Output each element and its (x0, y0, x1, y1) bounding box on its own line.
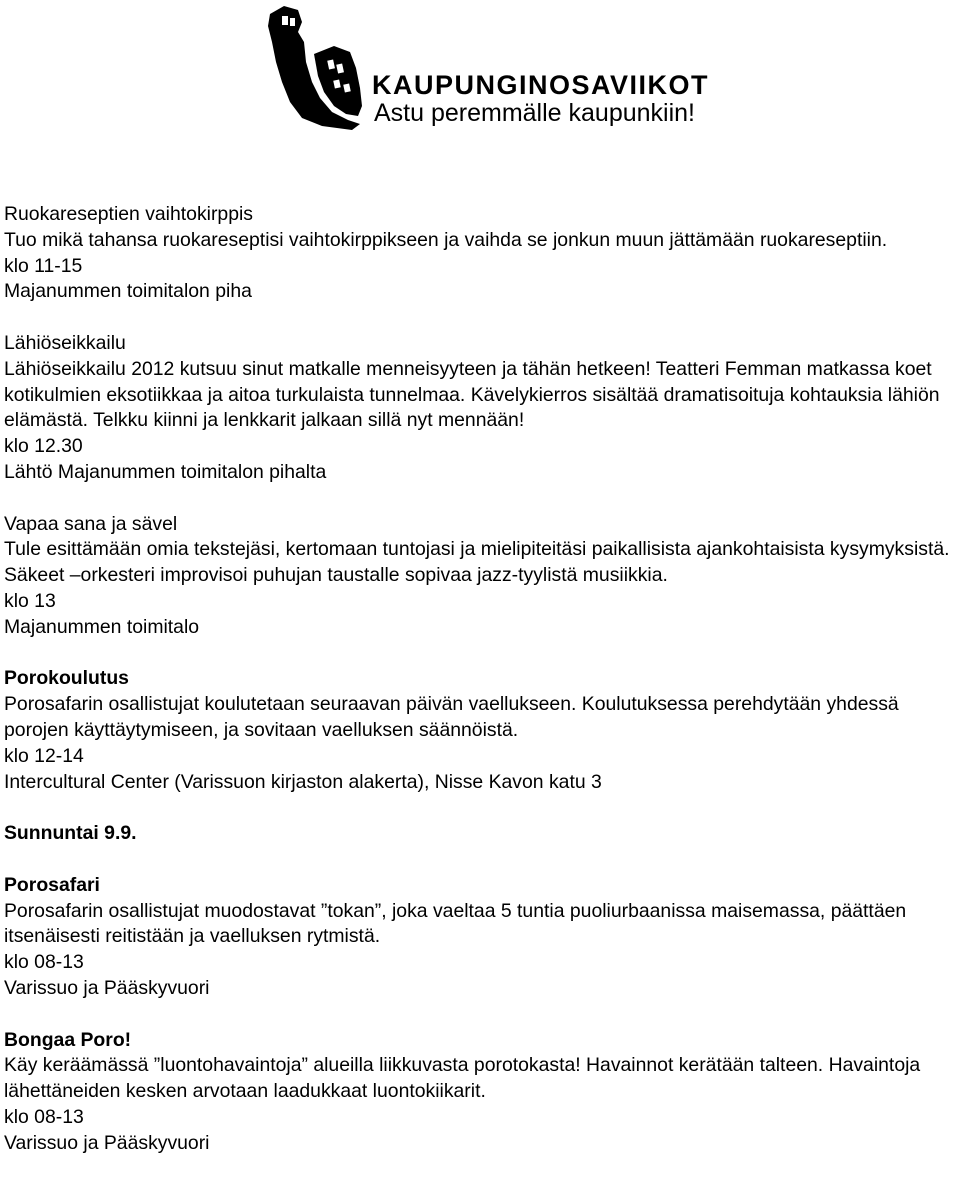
event-description: Tuo mikä tahansa ruokareseptisi vaihtokirppikseen ja vaihda se jonkun muun jättämään ruokareseptiin. (4, 228, 888, 251)
event-section (4, 666, 956, 795)
event-time: klo 12.30 (4, 435, 83, 458)
logo-slogan: Astu peremmälle kaupunkiin! (374, 99, 695, 127)
event-place: Majanummen toimitalo (4, 615, 200, 638)
event-description: Käy keräämässä ”luontohavaintoja” alueilla liikkuvasta porotokasta! Havainnot kerätään talteen. Havaintoja lähettäneiden kesken arvotaan laadukkaat luontokiikarit. (4, 1054, 921, 1103)
event-program (4, 202, 956, 1182)
event-description: Lähiöseikkailu 2012 kutsuu sinut matkalle menneisyyteen ja tähän hetkeen! Teatteri Femman matkassa koet kotikulmien eksotiikkaa ja aitoa turkulaista tunnelmaa. Kävelykierros sisältää dramatisoituja kohtauksia lähiön elämästä. Telkku kiinni ja lenkkarit jalkaan sillä nyt mennään! (4, 357, 940, 432)
event-description: Porosafarin osallistujat koulutetaan seuraavan päivän vaellukseen. Koulutuksessa perehdytään yhdessä porojen käyttäytymiseen, ja sovitaan vaelluksen säännöistä. (4, 693, 899, 741)
event-title: Vapaa sana ja sävel (4, 512, 178, 535)
event-time: klo 08-13 (4, 1105, 84, 1128)
event-section (4, 873, 956, 1002)
event-description: Tule esittämään omia tekstejäsi, kertomaan tuntojasi ja mielipiteitäsi paikallisista ajankohtaisista kysymyksistä. Säkeet –orkesteri improvisoi puhujan taustalle sopivaa jazz-tyylistä musiikkia. (4, 538, 950, 587)
event-title: Ruokareseptien vaihtokirppis (4, 203, 253, 225)
event-time: klo 12-14 (4, 744, 84, 767)
event-place: Intercultural Center (Varissuon kirjaston alakerta), Nisse Kavon katu 3 (4, 770, 602, 793)
event-place: Lähtö Majanummen toimitalon pihalta (4, 460, 327, 483)
event-place: Varissuo ja Pääskyvuori (4, 976, 210, 999)
event-title: Porokoulutus (4, 667, 129, 690)
event-section (4, 512, 956, 641)
event-time: klo 08-13 (4, 951, 84, 974)
day-heading: Sunnuntai 9.9. (4, 822, 137, 845)
event-place: Majanummen toimitalon piha (4, 280, 252, 303)
event-time: klo 11-15 (4, 254, 83, 277)
event-title: Lähiöseikkailu (4, 331, 126, 354)
event-section (4, 202, 956, 305)
event-section (4, 331, 956, 486)
building-icon (268, 6, 362, 130)
event-title: Bongaa Poro! (4, 1028, 132, 1051)
logo-wordmark: KAUPUNGINOSAVIIKOT (372, 70, 710, 100)
event-title: Porosafari (4, 873, 100, 896)
event-time: klo 13 (4, 589, 56, 612)
event-place: Varissuo ja Pääskyvuori (4, 1131, 210, 1154)
event-description: Porosafarin osallistujat muodostavat ”tokan”, joka vaeltaa 5 tuntia puoliurbaanissa maisemassa, päättäen itsenäisesti reitistään ja vaelluksen rytmistä. (4, 899, 907, 948)
event-section (4, 1028, 956, 1157)
